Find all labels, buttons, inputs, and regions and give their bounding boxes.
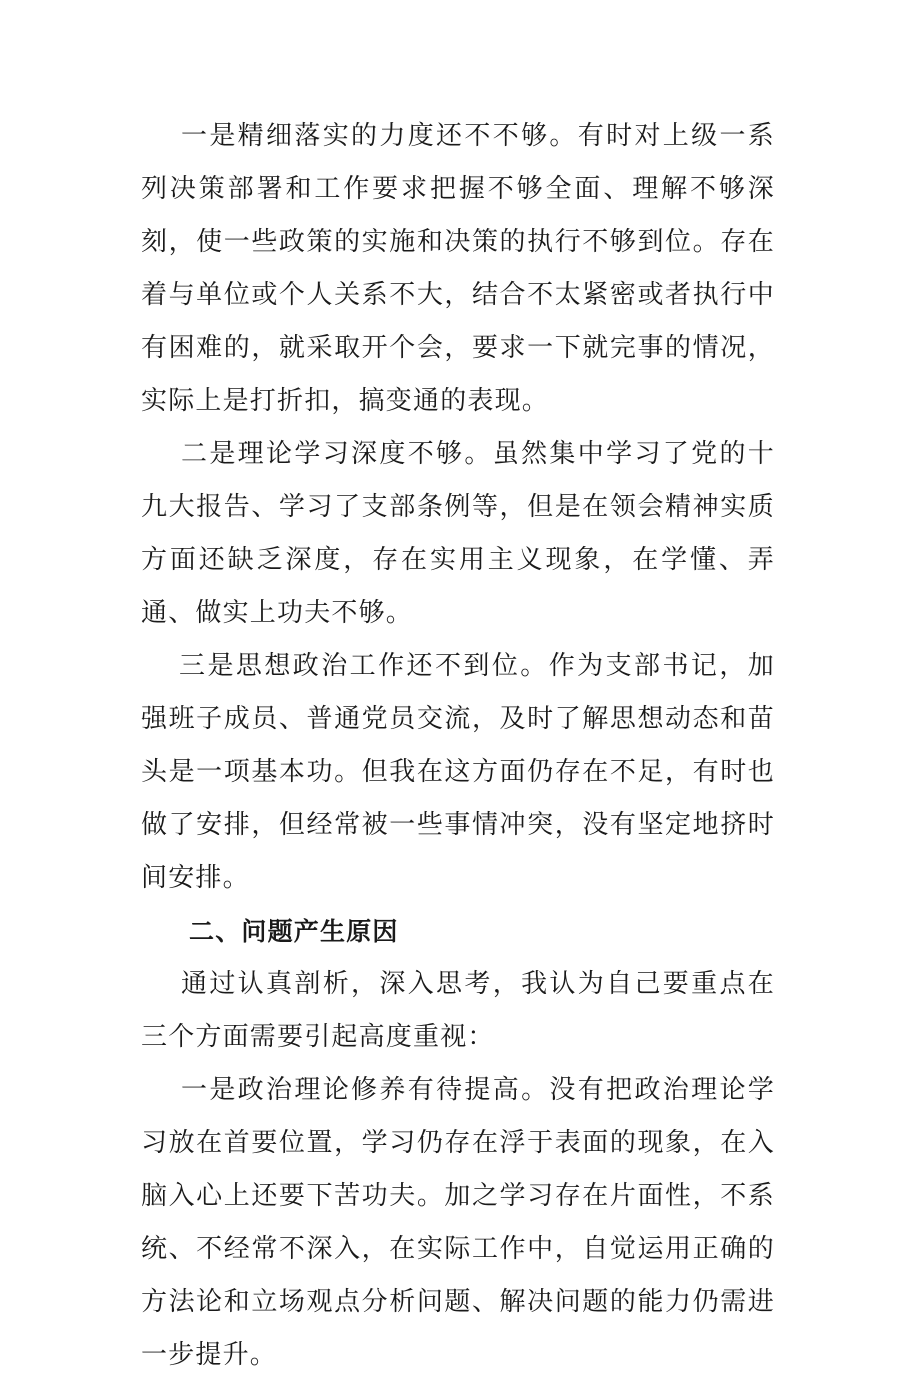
paragraph-political-work: 三是思想政治工作还不到位。作为支部书记，加强班子成员、普通党员交流，及时了解思想动态和苗头是一项基本功。但我在这方面仍存在不足，有时也做了安排，但经常被一些事情冲突，没有坚定地挤时间安排。	[141, 651, 775, 893]
paragraph-theory-study: 二是理论学习深度不够。虽然集中学习了党的十九大报告、学习了支部条例等，但是在领会精神实质方面还缺乏深度，存在实用主义现象，在学懂、弄通、做实上功夫不够。	[141, 439, 775, 628]
section-heading: 二、问题产生原因	[189, 917, 399, 946]
paragraph-political-theory: 一是政治理论修养有待提高。没有把政治理论学习放在首要位置，学习仍存在浮于表面的现象，在入脑入心上还要下苦功夫。加之学习存在片面性，不系统、不经常不深入，在实际工作中，自觉运用正确的方法论和立场观点分析问题、解决问题的能力仍需进一步提升。	[141, 1075, 775, 1370]
paragraph-implementation: 一是精细落实的力度还不不够。有时对上级一系列决策部署和工作要求把握不够全面、理解不够深刻，使一些政策的实施和决策的执行不够到位。存在着与单位或个人关系不大，结合不太紧密或者执行中有困难的，就采取开个会，要求一下就完事的情况，实际上是打折扣，搞变通的表现。	[141, 121, 775, 416]
document-body	[141, 110, 775, 1382]
paragraph-analysis-intro: 通过认真剖析，深入思考，我认为自己要重点在三个方面需要引起高度重视：	[141, 969, 775, 1052]
